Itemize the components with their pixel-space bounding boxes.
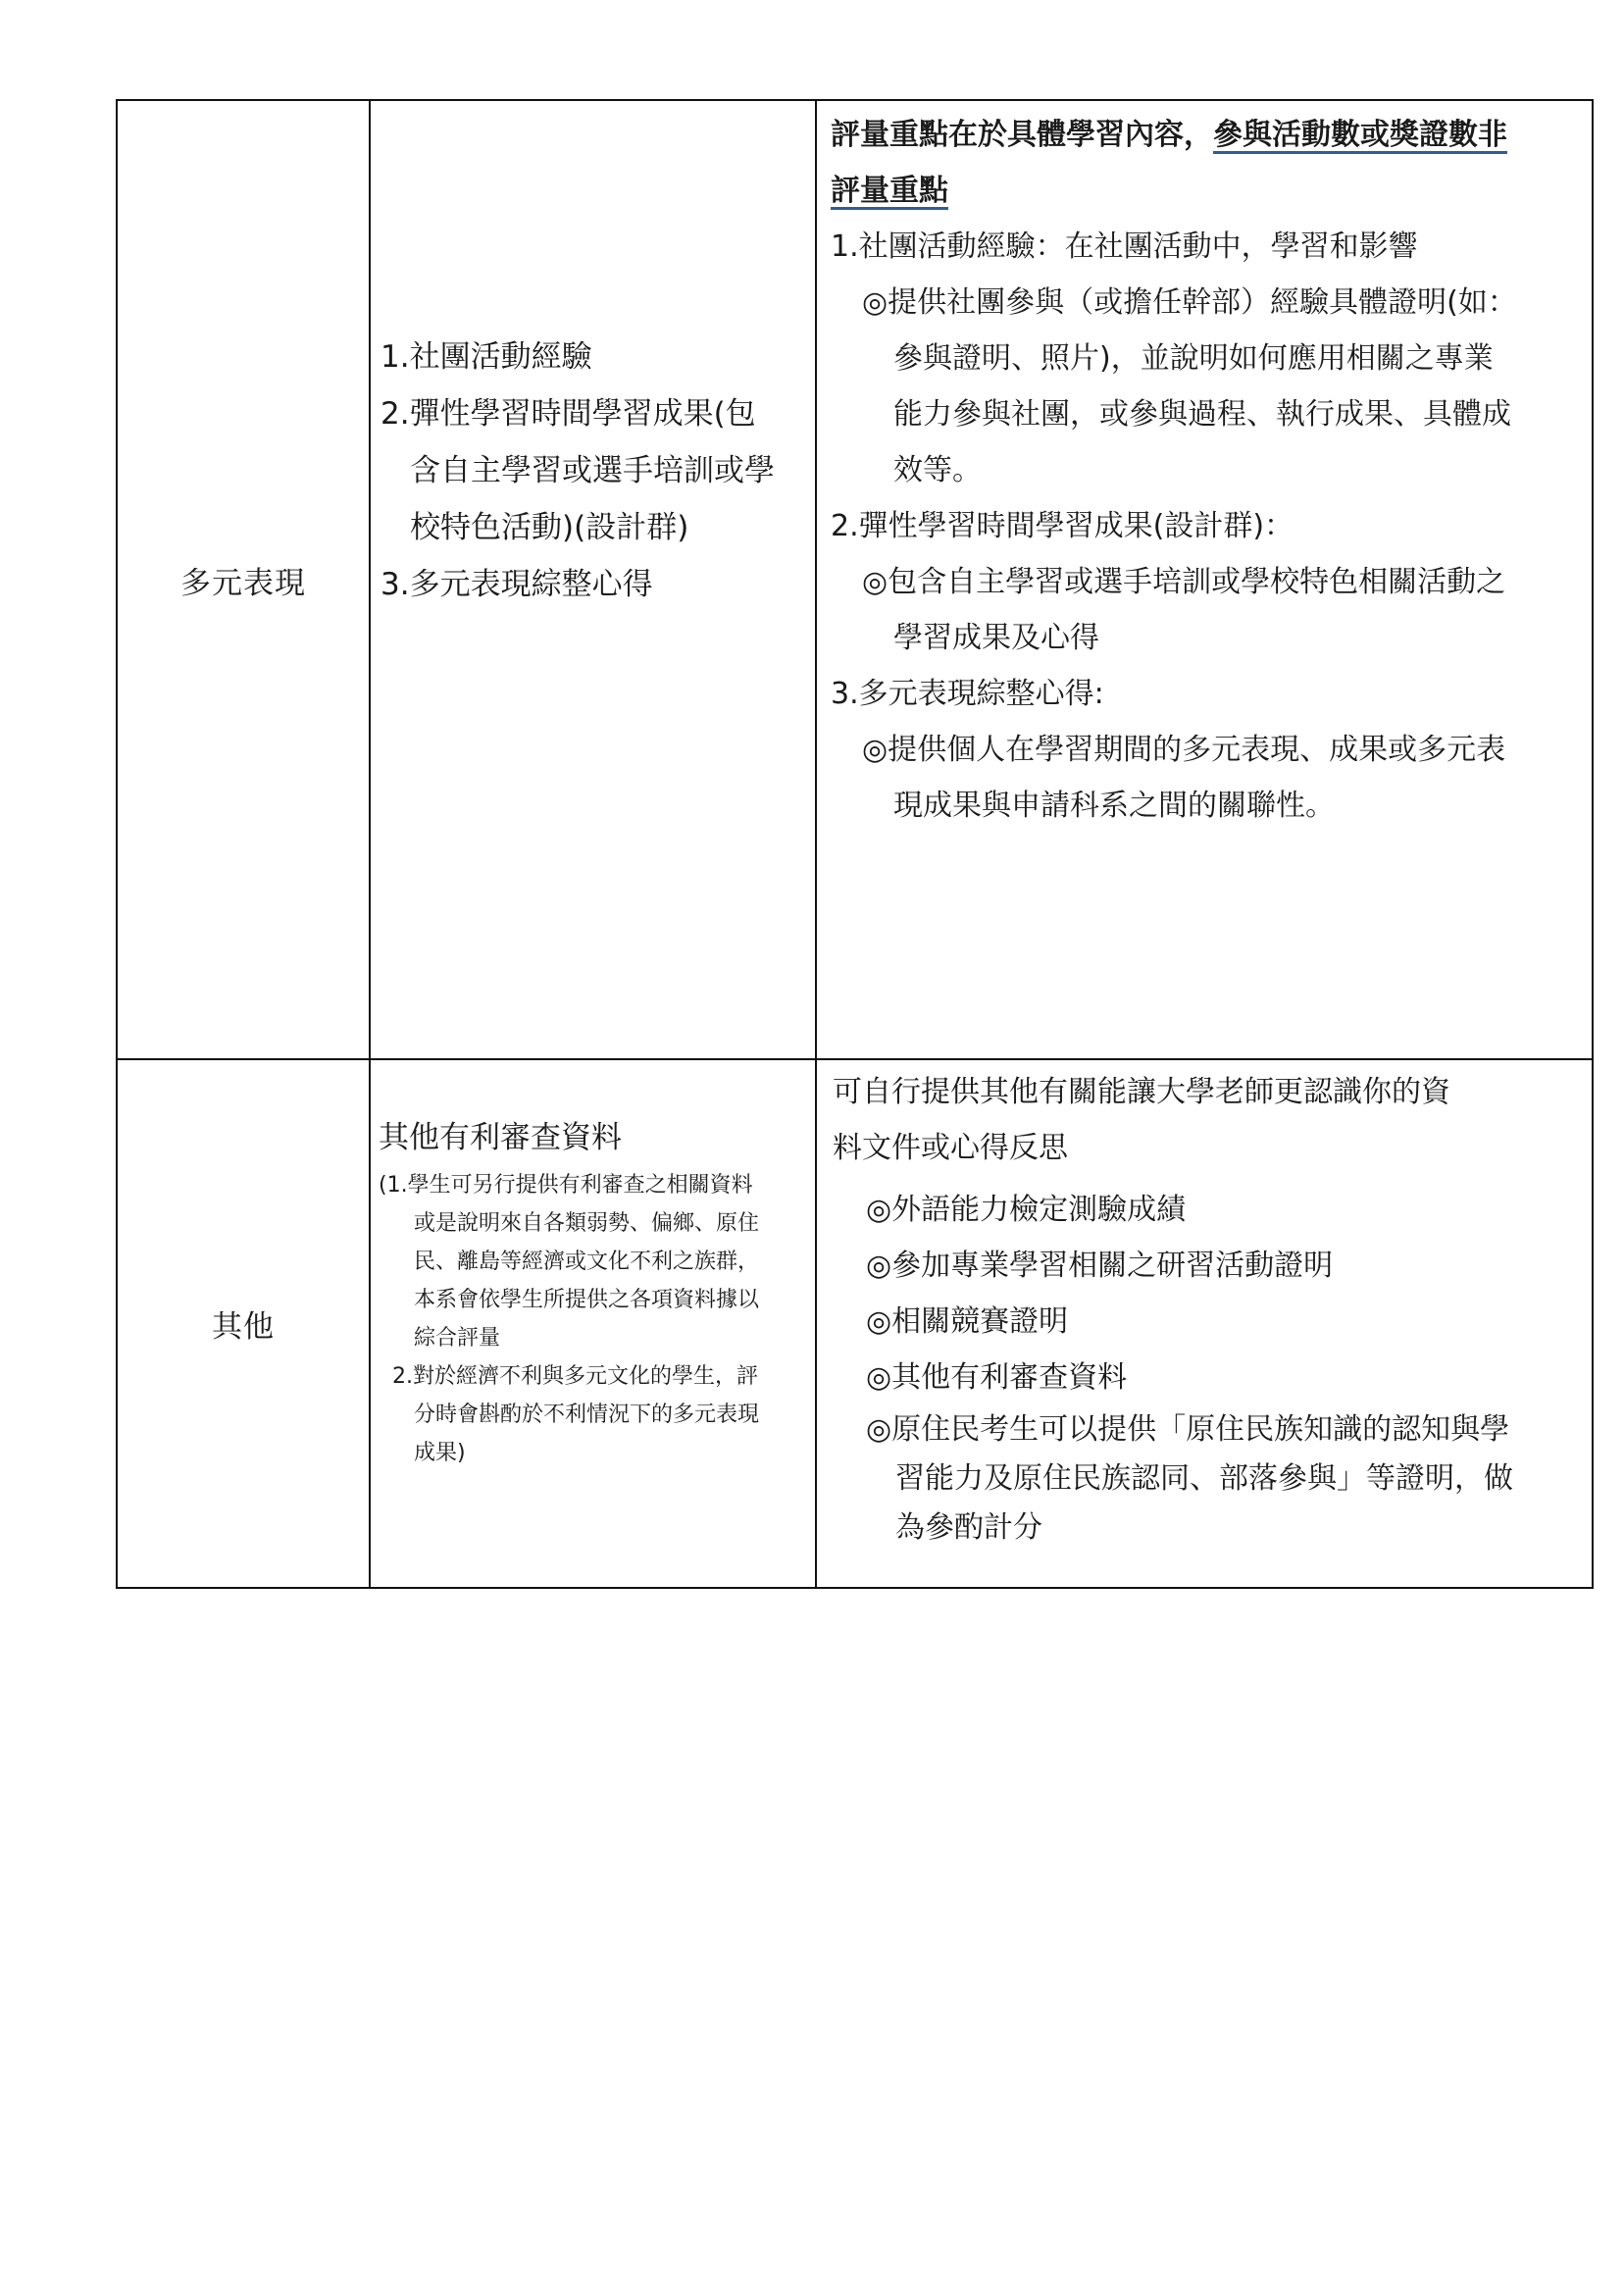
item-title: 其他有利審查資料 [379, 1120, 622, 1155]
list-item-continuation: 含自主學習或選手培訓或學 [410, 453, 775, 488]
items-cell [370, 1059, 816, 1588]
note-line: 本系會依學生所提供之各項資料據以 [414, 1288, 760, 1312]
section-title: 2.彈性學習時間學習成果(設計群)： [831, 509, 1294, 543]
note-line: 或是說明來自各類弱勢、偏鄉、原住 [414, 1211, 760, 1236]
intro-line: 料文件或心得反思 [833, 1131, 1068, 1165]
bullet-line: 學習成果及心得 [893, 621, 1099, 655]
bullet-line: ◎參加專業學習相關之研習活動證明 [866, 1249, 1334, 1283]
note-line: 成果) [414, 1441, 466, 1465]
bullet-line: ◎提供個人在學習期間的多元表現、成果或多元表 [862, 733, 1506, 767]
bullet-line: ◎其他有利審查資料 [866, 1360, 1128, 1395]
category-cell [117, 1059, 370, 1588]
criteria-cell [816, 1059, 1593, 1588]
criteria-heading [831, 107, 1590, 163]
bullet-line: ◎提供社團參與（或擔任幹部）經驗具體證明(如： [862, 285, 1517, 320]
list-item: 1.社團活動經驗 [381, 339, 592, 375]
note-line: (1.學生可另行提供有利審查之相關資料 [379, 1173, 753, 1198]
list-item: 2.彈性學習時間學習成果(包 [381, 396, 756, 432]
note-line: 民、離島等經濟或文化不利之族群， [414, 1250, 760, 1274]
list-item-continuation: 校特色活動)(設計群) [410, 510, 689, 545]
table-row [117, 100, 1593, 1059]
heading-underlined-text: 評量重點 [831, 174, 948, 208]
bullet-line: 習能力及原住民族認同、部落參與」等證明，做 [895, 1461, 1513, 1496]
bullet-line: ◎原住民考生可以提供「原住民族知識的認知與學 [866, 1412, 1510, 1447]
bullet-line: 效等。 [893, 453, 982, 487]
category-cell [117, 100, 370, 1059]
category-label: 多元表現 [180, 565, 306, 601]
bullet-line: 參與證明、照片)，並說明如何應用相關之專業 [893, 341, 1494, 376]
criteria-cell [816, 100, 1593, 1059]
intro-line: 可自行提供其他有關能讓大學老師更認識你的資 [833, 1075, 1450, 1109]
criteria-heading-cont [831, 163, 1590, 219]
bullet-line: ◎包含自主學習或選手培訓或學校特色相關活動之 [862, 565, 1506, 599]
section-title: 1.社團活動經驗：在社團活動中，學習和影響 [831, 230, 1418, 264]
items-cell [370, 100, 816, 1059]
evaluation-table [116, 99, 1594, 1589]
heading-text: 評量重點在於具體學習內容， [831, 118, 1213, 152]
note-line: 綜合評量 [414, 1326, 501, 1351]
note-line: 分時會斟酌於不利情況下的多元表現 [414, 1403, 760, 1427]
bullet-line: ◎外語能力檢定測驗成績 [866, 1193, 1187, 1227]
bullet-line: 現成果與申請科系之間的關聯性。 [893, 789, 1335, 823]
bullet-line: 為參酌計分 [895, 1510, 1042, 1545]
category-label: 其他 [212, 1309, 275, 1345]
bullet-line: ◎相關競賽證明 [866, 1304, 1069, 1339]
bullet-line: 能力參與社團，或參與過程、執行成果、具體成 [893, 397, 1511, 432]
table-row [117, 1059, 1593, 1588]
note-line: 2.對於經濟不利與多元文化的學生，評 [392, 1364, 758, 1389]
heading-underlined-text: 參與活動數或獎證數非 [1213, 118, 1507, 152]
list-item: 3.多元表現綜整心得 [381, 567, 653, 602]
section-title: 3.多元表現綜整心得: [831, 677, 1104, 711]
